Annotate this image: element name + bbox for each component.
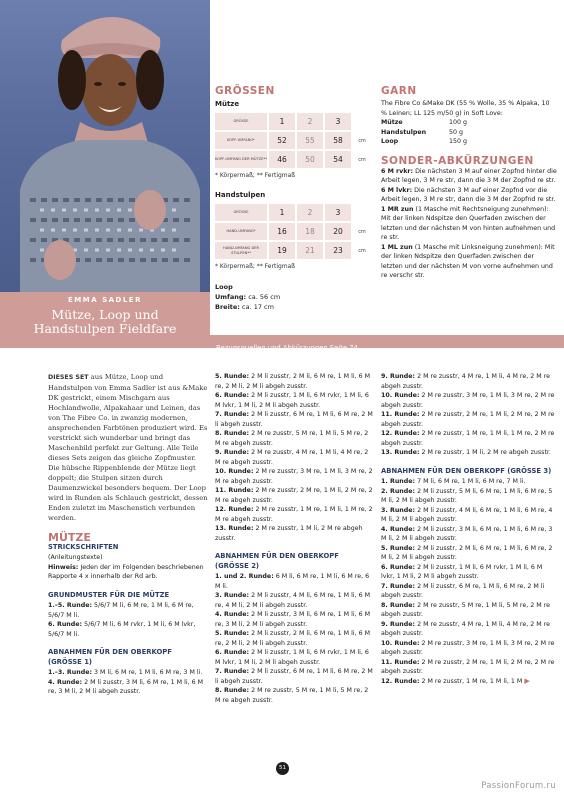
abnahmen3-heading: ABNAHMEN FÜR DEN OBERKOPF (GRÖSSE 3) <box>381 466 552 475</box>
list-item: 11. Runde: 2 M re zusstr, 2 M re, 1 M li, 2 M re, 2 M re abgeh zusstr. <box>381 411 555 428</box>
hero-photo <box>0 0 210 292</box>
list-item: 4. Runde: 2 M li zusstr, 3 M li, 6 M re, 1 M li, 6 M re, 3 M li, 2 M li abgeh zusstr. <box>215 611 371 628</box>
table-row: GRÖSSE 1 2 3 <box>215 113 371 130</box>
watermark: PassionForum.ru <box>481 781 556 791</box>
abnahmen1-heading: ABNAHMEN FÜR DEN OBERKOPF (GRÖSSE 1) <box>48 648 172 666</box>
column-3 <box>381 372 557 686</box>
list-item: 5. Runde: 2 M li zusstr, 2 M li, 6 M re, 1 M li, 6 M re, 2 M li, 2 M li abgeh zusstr. <box>381 544 553 561</box>
list-item: 3. Runde: 2 M li zusstr, 4 M li, 6 M re, 1 M li, 6 M re, 4 M li, 2 M li abgeh zusstr. <box>215 592 371 609</box>
list-item: 10. Runde: 2 M re zusstr, 3 M re, 1 M li, 3 M re, 2 M re abgeh zusstr. <box>381 639 555 656</box>
list-item: 4. Runde: 2 M li zusstr, 3 M li, 6 M re, 1 M li, 6 M re, 3 M li, 2 M li abgeh zusstr. <box>48 678 204 695</box>
list-item: 7. Runde: 2 M li zusstr, 6 M re, 1 M li, 6 M re, 2 M li abgeh zusstr. <box>381 582 545 599</box>
designer-name: EMMA SADLER <box>68 296 142 304</box>
garn-text: The Fibre Co &Make DK (55 % Wolle, 35 % Alpaka, 10 % Leinen; LL 125 m/50 g) in Soft Love: <box>381 100 550 117</box>
list-item: 9. Runde: 2 M re zusstr, 4 M re, 1 M li, 4 M re, 2 M re abgeh zusstr. <box>381 620 551 637</box>
table-row: KOPF-UMFANG* 52 55 58 cm <box>215 132 371 149</box>
list-item: 6. Runde: 2 M li zusstr, 1 M li, 6 M rvkr, 1 M li, 6 M lvkr, 1 M li, 2 M li abgeh zusstr. <box>215 649 369 666</box>
muetze-label: Mütze <box>215 100 240 108</box>
sonder-abkuerzungen <box>381 155 557 281</box>
list-item: 1. Runde: 7 M li, 6 M re, 1 M li, 6 M re, 7 M li. <box>381 478 526 485</box>
muetze-note: * Körpermaß; ** Fertigmaß <box>215 172 296 179</box>
intro-paragraph: DIESES SET aus Mütze, Loop und Handstulpen von Emma Sadler ist aus &Make DK gestrickt, einem Mischgarn aus Hochlandwolle, Alpakahaar und Leinen, das von The Fibre Co. in zwanzig modernen, ansprechenden Farbtönen produziert wird. Es verstrickt sich wunderbar und bringt das Maschenbild perfekt zur Geltung. Alle Teile dieses Sets zeigen das gleiche Zopfmuster. Die hübsche Rippenblende der Mütze liegt doppelt; die Stulpen sitzen durch Daumenzwickel besonders bequem. Der Loop wird in Runden als Schlauch gestrickt, dessen Enden zuletzt im Maschenstich verbunden werden. <box>48 373 208 522</box>
list-item: 5. Runde: 2 M li zusstr, 2 M li, 6 M re, 1 M li, 6 M re, 2 M li, 2 M li abgeh zusstr. <box>215 630 371 647</box>
list-item: 8. Runde: 2 M re zusstr, 5 M re, 1 M li, 5 M re, 2 M re abgeh zusstr. <box>215 430 369 447</box>
list-item: Mütze 100 g <box>381 119 468 126</box>
garn-heading: GARN <box>381 85 417 97</box>
column-2 <box>215 372 375 705</box>
abnahmen2-heading: ABNAHMEN FÜR DEN OBERKOPF (GRÖSSE 2) <box>215 552 339 570</box>
list-item: 11. Runde: 2 M re zusstr, 2 M re, 1 M li, 2 M re, 2 M re abgeh zusstr. <box>381 658 555 675</box>
list-item: 4. Runde: 2 M li zusstr, 3 M li, 6 M re, 1 M li, 6 M re, 3 M li, 2 M li abgeh zusstr. <box>381 525 553 542</box>
list-item: 9. Runde: 2 M re zusstr, 4 M re, 1 M li, 4 M re, 2 M re abgeh zusstr. <box>381 373 551 390</box>
table-row: HAND-UMFANG DER STULPEN** 19 21 23 cm <box>215 242 371 259</box>
list-item: 12. Runde: 2 M re zusstr, 1 M re, 1 M li, 1 M re, 2 M re abgeh zusstr. <box>215 506 373 523</box>
page-number: 51 <box>276 762 289 775</box>
list-item: 12. Runde: 2 M re zusstr, 1 M re, 1 M li, 1 M ▶ <box>381 676 530 685</box>
list-item: 6 M rvkr: Die nächsten 3 M auf einer Zopfnd hinter die Arbeit legen, 3 M re str, dann die 3 M der Zopfnd re str. <box>381 167 557 184</box>
list-item: Loop 150 g <box>381 138 468 145</box>
strickschriften-heading: STRICKSCHRIFTEN <box>48 542 119 551</box>
sonder-heading: SONDER-ABKÜRZUNGEN <box>381 154 534 167</box>
list-item: 7. Runde: 2 M li zusstr, 6 M re, 1 M li, 6 M re, 2 M li abgeh zusstr. <box>215 668 373 685</box>
title-band <box>0 292 210 348</box>
list-item: 1.–3. Runde: 3 M li, 6 M re, 1 M li, 6 M re, 3 M li. <box>48 669 203 676</box>
table-row: GRÖSSE 1 2 3 <box>215 204 371 221</box>
list-item: 1.–5. Runde: 5/6/7 M li, 6 M re, 1 M li, 6 M re, 5/6/7 M li. <box>48 602 194 619</box>
continue-arrow-icon: ▶ <box>524 676 530 685</box>
list-item: 7. Runde: 2 M li zusstr, 6 M re, 1 M li, 6 M re, 2 M li abgeh zusstr. <box>215 411 373 428</box>
list-item: 3. Runde: 2 M li zusstr, 4 M li, 6 M re, 1 M li, 6 M re, 4 M li, 2 M li abgeh zusstr. <box>381 506 553 523</box>
handstulpen-note: * Körpermaß; ** Fertigmaß <box>215 263 296 270</box>
list-item: 11. Runde: 2 M re zusstr, 2 M re, 1 M li, 2 M re, 2 M re abgeh zusstr. <box>215 487 373 504</box>
list-item: 13. Runde: 2 M re zusstr, 1 M li, 2 M re abgeh zusstr. <box>381 449 551 456</box>
list-item: 6. Runde: 5/6/7 M li, 6 M rvkr, 1 M li, 6 M lvkr, 5/6/7 M li. <box>48 621 196 638</box>
list-item: 10. Runde: 2 M re zusstr, 3 M re, 1 M li, 3 M re, 2 M re abgeh zusstr. <box>215 468 373 485</box>
reference-text: Bezugsquellen und Abkürzungen Seite 74 <box>216 344 358 352</box>
list-item: 1 MR zun (1 Masche mit Rechtsneigung zunehmen): Mit der linken Ndspitze den Querfaden zwischen der letzten und der nächsten M von hinten aufnehmen und re str. <box>381 205 556 241</box>
list-item: 8. Runde: 2 M re zusstr, 5 M re, 1 M li, 5 M re, 2 M re abgeh zusstr. <box>215 687 369 704</box>
muetze-size-table <box>213 111 373 170</box>
list-item: 10. Runde: 2 M re zusstr, 3 M re, 1 M li, 3 M re, 2 M re abgeh zusstr. <box>381 392 555 409</box>
list-item: 13. Runde: 2 M re zusstr, 1 M li, 2 M re abgeh zusstr. <box>215 525 363 542</box>
list-item: 1 ML zun (1 Masche mit Linksneigung zunehmen): Mit der linken Ndspitze den Querfaden zwischen der letzten und der nächsten M von vorne aufnehmen und re verschr str. <box>381 243 555 279</box>
list-item: 12. Runde: 2 M re zusstr, 1 M re, 1 M li, 1 M re, 2 M re abgeh zusstr. <box>381 430 555 447</box>
groessen-heading: GRÖSSEN <box>215 85 275 97</box>
garn-section <box>381 85 557 281</box>
list-item: Handstulpen 50 g <box>381 128 464 136</box>
list-item: 5. Runde: 2 M li zusstr, 2 M li, 6 M re, 1 M li, 6 M re, 2 M li, 2 M li abgeh zusstr. <box>215 373 371 390</box>
loop-measurements: Loop Umfang: ca. 56 cm Breite: ca. 17 cm <box>215 283 281 311</box>
table-row: KOPF-UMFANG DER MÜTZE** 46 50 54 cm <box>215 151 371 168</box>
list-item: 6. Runde: 2 M li zusstr, 1 M li, 6 M rvkr, 1 M li, 6 M lvkr, 1 M li, 2 M li abgeh zusstr. <box>215 392 369 409</box>
handstulpen-size-table <box>213 202 373 261</box>
muetze-heading: MÜTZE <box>48 531 91 544</box>
sizes-section <box>215 85 375 312</box>
list-item: 8. Runde: 2 M re zusstr, 5 M re, 1 M li, 5 M re, 2 M re abgeh zusstr. <box>381 601 551 618</box>
list-item: 9. Runde: 2 M re zusstr, 4 M re, 1 M li, 4 M re, 2 M re abgeh zusstr. <box>215 449 369 466</box>
list-item: 2. Runde: 2 M li zusstr, 5 M li, 6 M re, 1 M li, 6 M re, 5 M li, 2 M li abgeh zusstr. <box>381 487 553 504</box>
grundmuster-heading: GRUNDMUSTER FÜR DIE MÜTZE <box>48 590 170 599</box>
handstulpen-label: Handstulpen <box>215 191 266 199</box>
list-item: 6. Runde: 2 M li zusstr, 1 M li, 6 M rvkr, 1 M li, 6 M lvkr, 1 M li, 2 M li abgeh zusstr. <box>381 563 543 580</box>
reference-bar <box>210 335 564 352</box>
list-item: 6 M lvkr: Die nächsten 3 M auf einer Zopfnd vor die Arbeit legen, 3 M re str, dann die 3 M der Zopfnd re str. <box>381 186 556 203</box>
list-item: 1. und 2. Runde: 6 M li, 6 M re, 1 M li, 6 M re, 6 M li. <box>215 573 370 590</box>
table-row: HAND-UMFANG* 16 18 20 cm <box>215 223 371 240</box>
column-1: DIESES SET aus Mütze, Loop und Handstulpen von Emma Sadler ist aus &Make DK gestrickt, einem Mischgarn aus Hochlandwolle, Alpakahaar und Leinen, das von The Fibre Co. in zwanzig modernen, ansprechenden Farbtönen produziert wird. Es verstrickt sich wunderbar und bringt das Maschenbild perfekt zur Geltung. Alle Teile dieses Sets zeigen das gleiche Zopfmuster. Die hübsche Rippenblende der Mütze liegt doppelt; die Stulpen sitzen durch Daumenzwickel besonders bequem. Der Loop wird in Runden als Schlauch gestrickt, dessen Enden zuletzt im Maschenstich verbunden werden. MÜTZE STRICKSCHRIFTEN (Anleitungstexte) Hinweis: Jeden der im Folgenden beschriebenen Rapporte 4 x innerhalb der Rd arb. GRUNDMUSTER FÜR DIE MÜTZE 1.–5. Runde: 5/6/7 M li, 6 M re, 1 M li, 6 M re, 5/6/7 M li. 6. Runde: 5/6/7 M li, 6 M rvkr, 1 M li, 6 M lvkr, 5/6/7 M li. ABNAHMEN FÜR DEN OBERKOPF (GRÖSSE 1) 1.–3. Runde: 3 M li, 6 M re, 1 M li, 6 M re, 3 M li. 4. Runde: 2 M li zusstr, 3 M li, 6 M re, 1 M li, 6 M re, 3 M li, 2 M li abgeh zusstr. <box>48 373 208 695</box>
model-illustration <box>0 0 210 292</box>
pattern-title: Mütze, Loop und Handstulpen Fieldfare <box>33 307 177 336</box>
